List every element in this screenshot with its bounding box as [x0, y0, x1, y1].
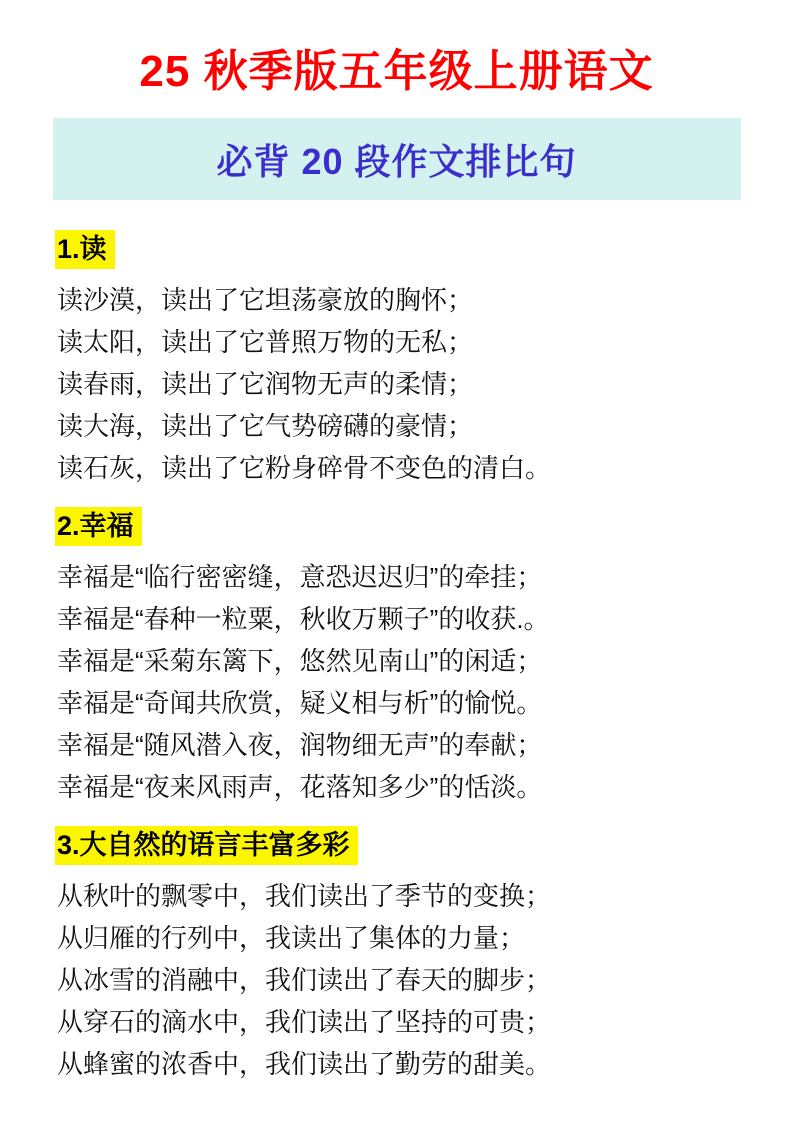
body-line: 从秋叶的飘零中，我们读出了季节的变换；: [57, 881, 552, 911]
body-line: 幸福是“采菊东篱下，悠然见南山”的闲适；: [57, 646, 543, 676]
section-happiness: [57, 507, 741, 808]
section-heading-row: [57, 507, 741, 548]
body-line: 读春雨，读出了它润物无声的柔情；: [57, 369, 474, 399]
body-line: 从穿石的滴水中，我们读出了坚持的可贵；: [57, 1007, 552, 1037]
body-line: 幸福是“随风潜入夜，润物细无声”的奉献；: [57, 730, 543, 760]
body-line: 读太阳，读出了它普照万物的无私；: [57, 327, 474, 357]
subtitle-text: 必背 20 段作文排比句: [216, 140, 577, 182]
body-line: 从冰雪的消融中，我们读出了春天的脚步；: [57, 965, 552, 995]
body-line: 读石灰，读出了它粉身碎骨不变色的清白。: [57, 453, 552, 483]
page-title: 25 秋季版五年级上册语文: [139, 47, 654, 96]
body-line: 幸福是“奇闻共欣赏，疑义相与析”的愉悦。: [57, 688, 543, 718]
section-heading-happiness: 2.幸福: [55, 507, 142, 546]
section-read: [57, 230, 741, 489]
section-nature-language: [57, 826, 741, 1085]
section-heading-nature-language: 3.大自然的语言丰富多彩: [55, 826, 358, 865]
content-area: [0, 230, 793, 1085]
body-line: 读沙漠，读出了它坦荡豪放的胸怀；: [57, 285, 474, 315]
body-line: 幸福是“夜来风雨声，花落知多少”的恬淡。: [57, 772, 543, 802]
subtitle-banner: [53, 118, 741, 200]
body-line: 幸福是“临行密密缝，意恐迟迟归”的牵挂；: [57, 562, 543, 592]
section-heading-read: 1.读: [55, 230, 115, 269]
section-heading-row: [57, 826, 741, 867]
body-line: 幸福是“春种一粒粟，秋收万颗子”的收获.。: [57, 604, 550, 634]
body-line: 从归雁的行列中，我读出了集体的力量；: [57, 923, 526, 953]
section-heading-row: [57, 230, 741, 271]
body-line: 从蜂蜜的浓香中，我们读出了勤劳的甜美。: [57, 1049, 552, 1079]
body-line: 读大海，读出了它气势磅礴的豪情；: [57, 411, 474, 441]
